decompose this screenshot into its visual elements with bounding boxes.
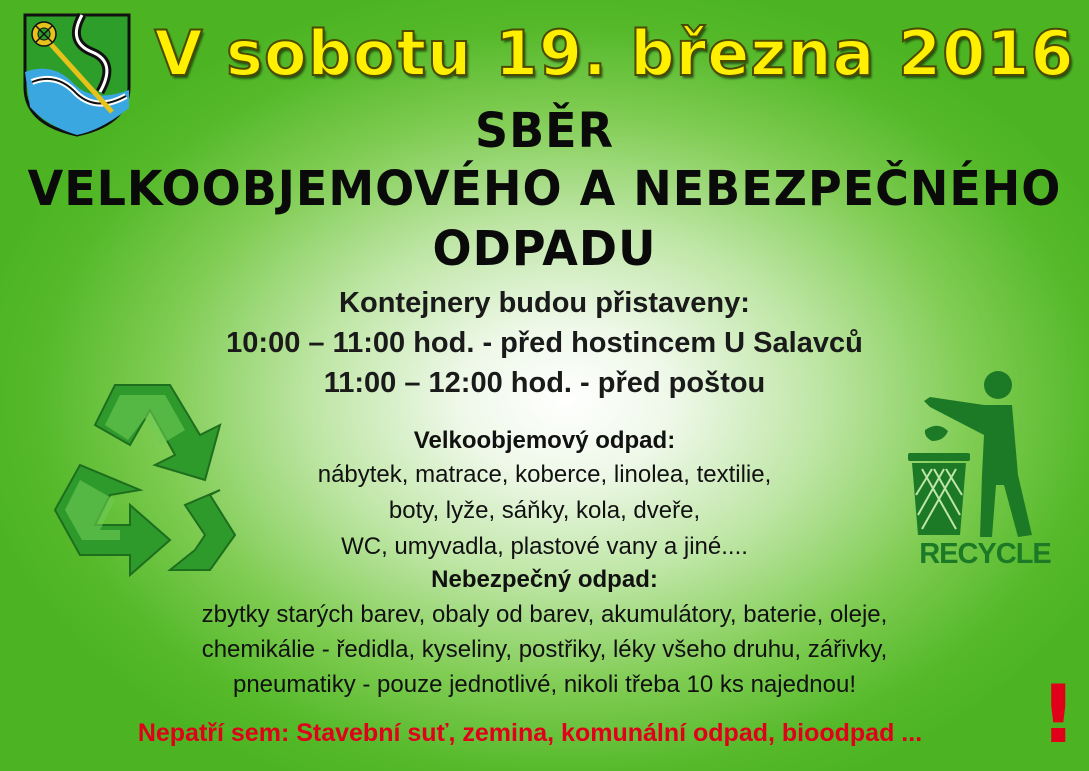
- hazardous-waste-item-line: zbytky starých barev, obaly od barev, akumulátory, baterie, oleje,: [201, 601, 888, 628]
- title-line-1: SBĚR: [474, 101, 615, 159]
- title-line-2: VELKOOBJEMOVÉHO A NEBEZPEČNÉHO: [27, 159, 1062, 217]
- hazardous-waste-heading: Nebezpečný odpad:: [431, 566, 658, 593]
- bulky-waste-item-line: nábytek, matrace, koberce, linolea, textilie,: [317, 461, 772, 488]
- exclamation-icon: !: [1040, 668, 1077, 761]
- hazardous-waste-item-line: chemikálie - ředidla, kyseliny, postřiky, léky všeho druhu, zářivky,: [201, 636, 888, 663]
- bulky-waste-item-line: WC, umyvadla, plastové vany a jiné....: [341, 533, 748, 560]
- footer-warning: Nepatří sem: Stavební suť, zemina, komunální odpad, bioodpad ...: [137, 719, 923, 747]
- bulky-waste-heading: Velkoobjemový odpad:: [413, 427, 676, 454]
- recycle-label: RECYCLE: [919, 538, 1051, 570]
- bulky-waste-item-line: boty, lyže, sáňky, kola, dveře,: [388, 497, 701, 524]
- schedule-line: 10:00 – 11:00 hod. - před hostincem U Salavců: [226, 327, 863, 359]
- title-line-3: ODPADU: [432, 219, 657, 277]
- containers-heading: Kontejnery budou přistaveny:: [339, 287, 750, 319]
- schedule-line: 11:00 – 12:00 hod. - před poštou: [323, 367, 766, 399]
- hazardous-waste-item-line: pneumatiky - pouze jednotlivé, nikoli třeba 10 ks najednou!: [232, 671, 857, 698]
- date-headline: V sobotu 19. března 2016: [154, 17, 1075, 90]
